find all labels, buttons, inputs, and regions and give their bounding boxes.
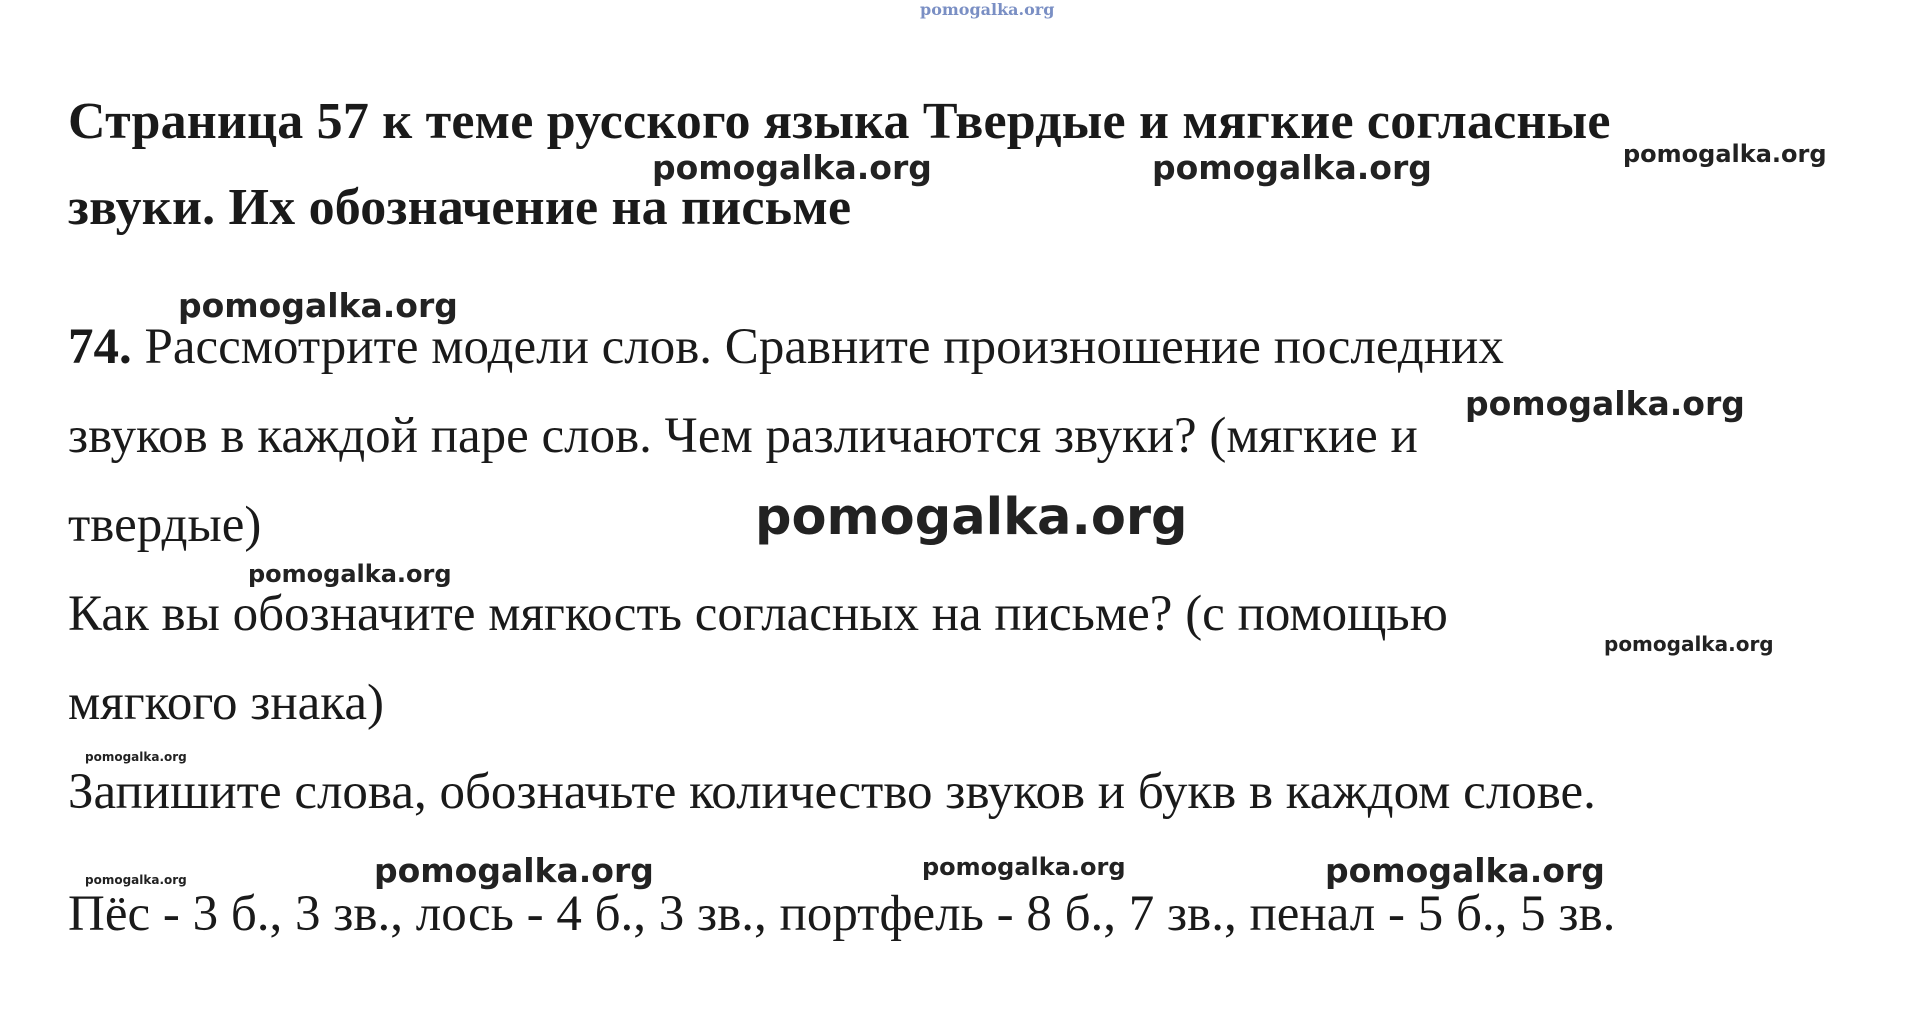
exercise-text: Рассмотрите модели слов. Сравните произношение последних <box>131 319 1504 375</box>
answer-line: Пёс - 3 б., 3 зв., лось - 4 б., 3 зв., портфель - 8 б., 7 зв., пенал - 5 б., 5 зв. <box>68 886 1616 942</box>
watermark: pomogalka.org <box>374 851 654 890</box>
exercise-line-3: твердые) <box>68 497 262 553</box>
watermark: pomogalka.org <box>1604 632 1774 656</box>
exercise-line-6: Запишите слова, обозначьте количество звуков и букв в каждом слове. <box>68 764 1596 820</box>
watermark: pomogalka.org <box>1152 148 1432 187</box>
exercise-line-2: звуков в каждой паре слов. Чем различаются звуки? (мягкие и <box>68 408 1418 464</box>
watermark-large: pomogalka.org <box>755 488 1188 547</box>
page-title-line-1: Страница 57 к теме русского языка Твердые и мягкие согласные <box>68 93 1611 150</box>
exercise-line-5: мягкого знака) <box>68 675 384 731</box>
watermark: pomogalka.org <box>922 853 1126 881</box>
watermark: pomogalka.org <box>178 286 458 325</box>
watermark: pomogalka.org <box>248 560 452 588</box>
watermark: pomogalka.org <box>1465 384 1745 423</box>
page-title-line-2: звуки. Их обозначение на письме <box>68 179 852 236</box>
exercise-number: 74. <box>68 319 132 375</box>
watermark: pomogalka.org <box>85 873 187 887</box>
watermark: pomogalka.org <box>85 750 187 764</box>
watermark: pomogalka.org <box>1623 140 1827 168</box>
exercise-line-1 <box>68 318 1504 376</box>
exercise-line-4: Как вы обозначите мягкость согласных на письме? (с помощью <box>68 586 1448 642</box>
watermark: pomogalka.org <box>1325 851 1605 890</box>
watermark-top: pomogalka.org <box>920 0 1055 19</box>
watermark: pomogalka.org <box>652 148 932 187</box>
